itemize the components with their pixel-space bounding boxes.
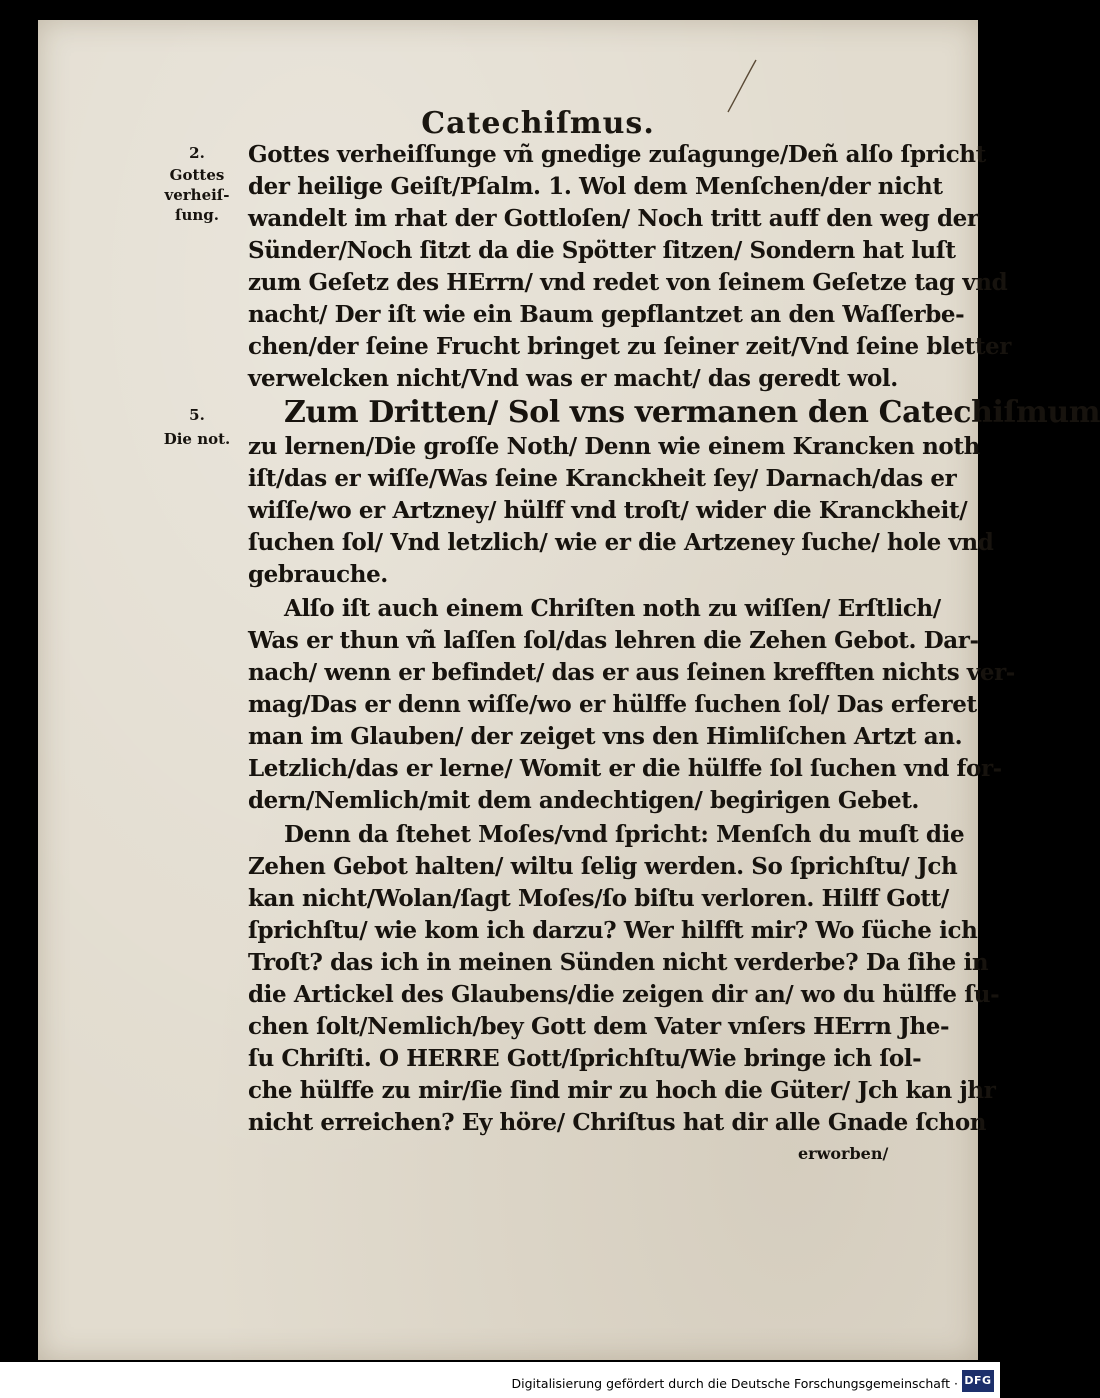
text-line: ſuchen ſol/ Vnd letzlich/ wie er die Artzeney ſuche/ hole vnd xyxy=(248,529,994,556)
text-line: che hülffe zu mir/ſie ſind mir zu hoch die Güter/ Jch kan jhr xyxy=(248,1077,996,1104)
text-line: nach/ wenn er befindet/ das er aus ſeinen krefften nichts ver- xyxy=(248,659,1015,686)
text-line: Sünder/Noch ſitzt da die Spötter ſitzen/ Sondern hat luſt xyxy=(248,237,956,264)
text-line: man im Glauben/ der zeiget vns den Himliſchen Artzt an. xyxy=(248,723,963,750)
text-line: Alſo iſt auch einem Chriſten noth zu wiſſen/ Erſtlich/ xyxy=(284,595,941,622)
text-line: chen ſolt/Nemlich/bey Gott dem Vater vnſers HErrn Jhe- xyxy=(248,1013,950,1040)
margin-note-number: 2. xyxy=(189,144,205,162)
text-line: gebrauche. xyxy=(248,561,388,588)
margin-note-number: 5. xyxy=(189,406,205,424)
text-line: kan nicht/Wolan/ſagt Moſes/ſo biſtu verloren. Hilff Gott/ xyxy=(248,885,949,912)
text-line: Was er thun vñ laſſen ſol/das lehren die Zehen Gebot. Dar- xyxy=(248,627,979,654)
margin-note-text: ſung. xyxy=(175,206,219,224)
text-line: iſt/das er wiſſe/Was ſeine Kranckheit ſey/ Darnach/das er xyxy=(248,465,957,492)
text-line: Denn da ſtehet Moſes/vnd ſpricht: Menſch du muſt die xyxy=(284,821,965,848)
book-page xyxy=(38,20,1100,1360)
text-line: ſu Chriſti. O HERRE Gott/ſprichſtu/Wie bringe ich ſol- xyxy=(248,1045,922,1072)
text-line: der heilige Geiſt/Pſalm. 1. Wol dem Menſchen/der nicht xyxy=(248,173,943,200)
text-line: chen/der ſeine Frucht bringet zu ſeiner zeit/Vnd ſeine bletter xyxy=(248,333,1012,360)
text-line: wiſſe/wo er Artzney/ hülff vnd troſt/ wider die Kranckheit/ xyxy=(248,497,968,524)
text-line: Gottes verheiſſunge vñ gnedige zuſagunge/Deñ alſo ſpricht xyxy=(248,141,986,168)
text-line: Zehen Gebot halten/ wiltu ſelig werden. So ſprichſtu/ Jch xyxy=(248,853,958,880)
text-line: mag/Das er denn wiſſe/wo er hülffe ſuchen ſol/ Das erferet xyxy=(248,691,977,718)
catchword: erworben/ xyxy=(798,1144,889,1163)
text-line: Letzlich/das er lerne/ Womit er die hülffe ſol ſuchen vnd for- xyxy=(248,755,1002,782)
text-line: Troſt? das ich in meinen Sünden nicht verderbe? Da ſihe in xyxy=(248,949,989,976)
text-line: verwelcken nicht/Vnd was er macht/ das geredt wol. xyxy=(248,365,898,392)
text-line: zum Geſetz des HErrn/ vnd redet von ſeinem Geſetze tag vnd xyxy=(248,269,1008,296)
margin-note-text: verheiſ- xyxy=(164,186,230,204)
text-line: nicht erreichen? Ey höre/ Chriſtus hat dir alle Gnade ſchon xyxy=(248,1109,987,1136)
text-line: zu lernen/Die groſſe Noth/ Denn wie einem Krancken noth xyxy=(248,433,980,460)
dfg-logo-icon: DFG xyxy=(962,1370,994,1392)
text-line: wandelt im rhat der Gottloſen/ Noch tritt auff den weg der xyxy=(248,205,979,232)
margin-note-text: Die not. xyxy=(163,430,231,448)
funding-credit: Digitalisierung gefördert durch die Deutsche Forschungsgemeinschaft · xyxy=(511,1376,958,1391)
margin-note-text: Gottes xyxy=(169,166,225,184)
text-line: die Artickel des Glaubens/die zeigen dir an/ wo du hülffe ſu- xyxy=(248,981,1000,1008)
running-title: Catechiſmus. xyxy=(421,106,655,141)
text-line: ſprichſtu/ wie kom ich darzu? Wer hilfft mir? Wo ſüche ich xyxy=(248,917,978,944)
text-line: nacht/ Der iſt wie ein Baum gepflantzet an den Waſſerbe- xyxy=(248,301,965,328)
section-opening-line: Zum Dritten/ Sol vns vermanen den Catechiſmum xyxy=(284,395,1100,430)
footer-bar xyxy=(0,1362,1000,1398)
text-line: dern/Nemlich/mit dem andechtigen/ begirigen Gebet. xyxy=(248,787,920,814)
